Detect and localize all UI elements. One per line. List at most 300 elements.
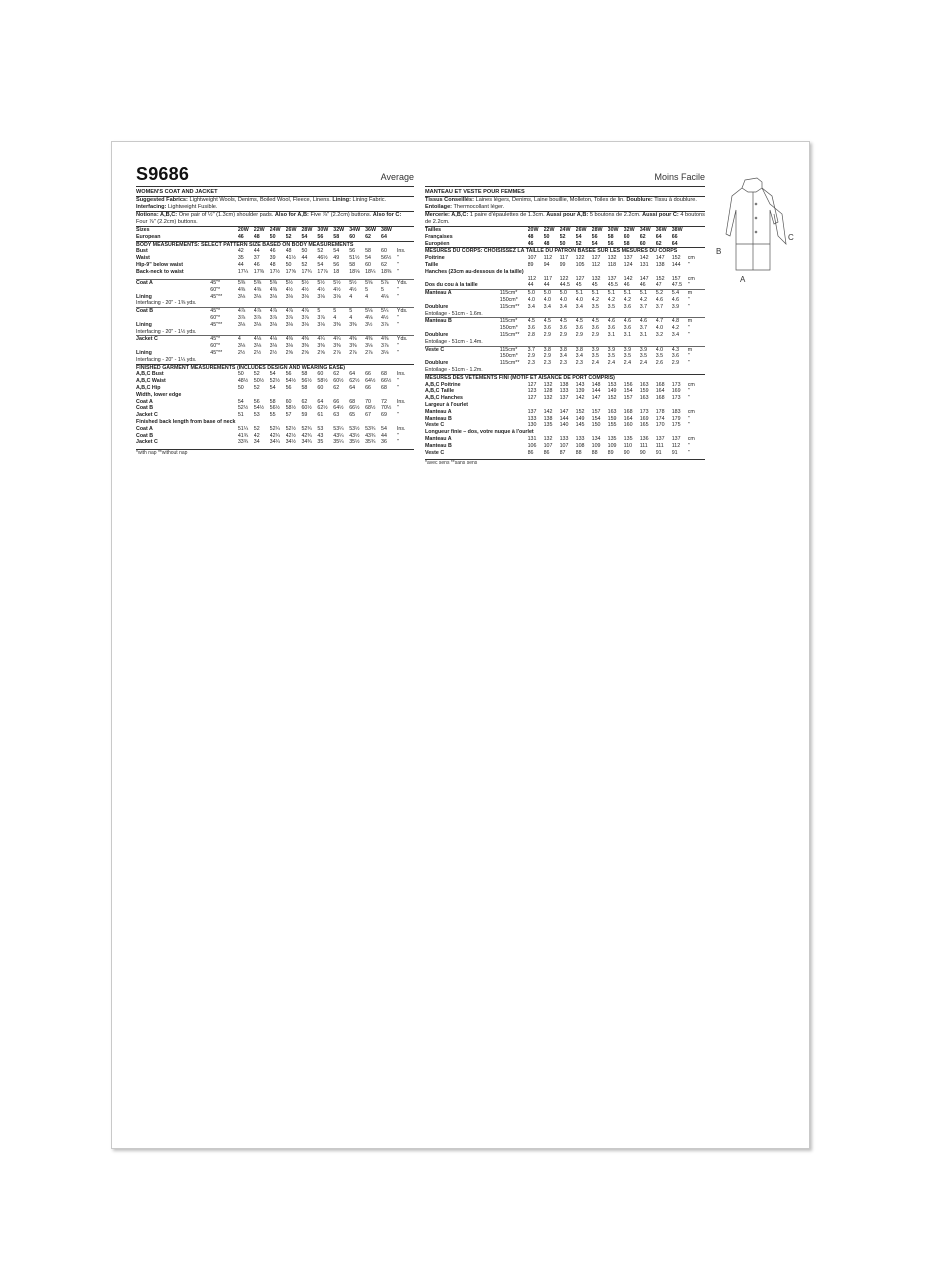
size-value: 50½ xyxy=(253,378,265,385)
table-row xyxy=(425,395,705,402)
table-row xyxy=(425,318,705,325)
size-value: 135 xyxy=(543,422,553,429)
table-row xyxy=(425,443,705,450)
table-row xyxy=(136,419,414,426)
size-value: 61 xyxy=(317,412,324,419)
unit-label: " xyxy=(396,439,399,446)
size-value: 3⅞ xyxy=(381,321,389,328)
size-value: 137 xyxy=(607,275,617,282)
size-value: 133 xyxy=(575,435,585,442)
unit-label: " xyxy=(396,405,399,412)
fabric-width xyxy=(210,248,238,255)
size-value: 3.4 xyxy=(559,303,567,310)
size-value: 3⅛ xyxy=(237,321,246,328)
size-value: 4.0 xyxy=(559,296,567,303)
row-label: Coat B xyxy=(136,308,210,315)
size-value: 48 xyxy=(269,261,276,268)
size-value: 132 xyxy=(543,381,553,388)
size-value: 157 xyxy=(623,395,633,402)
notions-c-label-fr: Aussi pour C: xyxy=(642,212,679,218)
size-value: 64 xyxy=(381,233,387,240)
size-value: 142 xyxy=(543,408,553,415)
notions-label-fr: Mercerie: A,B,C: xyxy=(425,212,469,218)
lining-label: Lining: xyxy=(332,197,351,203)
row-label: Sizes xyxy=(136,227,210,234)
fabric-width: 150cm* xyxy=(499,353,518,360)
size-value: 68 xyxy=(381,385,387,392)
size-value: 3⅞ xyxy=(269,315,278,322)
size-value: 48 xyxy=(543,240,550,247)
row-label: Coat A xyxy=(136,398,153,405)
unit-label xyxy=(688,234,705,241)
size-value: 138 xyxy=(559,381,569,388)
size-value: 157 xyxy=(591,408,601,415)
size-value: 133 xyxy=(527,415,537,422)
row-label: Coat B xyxy=(136,405,154,412)
row-label: Manteau B xyxy=(425,442,452,449)
size-value: 2⅝ xyxy=(285,350,293,357)
size-value: 60 xyxy=(317,371,324,378)
fabric-width xyxy=(500,282,528,289)
size-value: 62 xyxy=(639,233,646,240)
unit-label: " xyxy=(687,282,690,289)
fabric-width xyxy=(210,378,238,385)
table-row xyxy=(136,439,414,446)
size-value: 2.9 xyxy=(671,360,680,367)
size-value: 3.4 xyxy=(559,353,567,360)
size-value: 5.0 xyxy=(544,290,560,297)
size-value: 3⅛ xyxy=(253,343,262,350)
size-value: 35¼ xyxy=(333,439,344,446)
size-value: 131 xyxy=(527,435,537,442)
size-value: 3⅛ xyxy=(333,293,341,300)
lining-label-fr: Doublure: xyxy=(626,197,653,203)
size-value: 132 xyxy=(543,435,553,442)
table-row xyxy=(425,234,705,241)
size-value: 48 xyxy=(285,248,292,255)
size-value: 3.9 xyxy=(624,346,640,353)
size-value: 4.8 xyxy=(672,318,688,325)
size-value: 112 xyxy=(527,275,537,282)
size-value: 18⅜ xyxy=(381,268,392,275)
size-value: 64 xyxy=(349,385,356,392)
row-label xyxy=(136,287,210,294)
fabric-width xyxy=(210,385,238,392)
table-row xyxy=(425,290,705,297)
size-value: 36W xyxy=(365,227,381,234)
size-value: 66½ xyxy=(349,405,360,412)
size-value: 2.3 xyxy=(575,360,583,367)
size-value: 46 xyxy=(253,261,260,268)
size-value: 156 xyxy=(623,381,633,388)
row-label: A,B,C Waist xyxy=(136,378,166,385)
size-value: 3⅜ xyxy=(349,321,357,328)
row-label: A,B,C Bust xyxy=(136,371,164,378)
size-value: 45.5 xyxy=(607,282,618,289)
fabrics-paragraph xyxy=(136,196,414,211)
row-label: Manteau A xyxy=(425,290,500,297)
notions-ab-label-fr: Aussi pour A,B: xyxy=(546,212,589,218)
fabric-width xyxy=(210,426,238,433)
fabric-width: 45"* xyxy=(210,280,238,287)
fabric-width xyxy=(210,412,238,419)
fabric-width: 45"** xyxy=(210,321,223,328)
size-value: 3.9 xyxy=(592,346,608,353)
size-value: 137 xyxy=(655,435,665,442)
size-value: 52½ xyxy=(269,378,280,385)
size-value: 34 xyxy=(253,439,260,446)
unit-label xyxy=(397,227,414,234)
table-row xyxy=(425,227,705,234)
size-value: 50 xyxy=(559,240,566,247)
size-value: 63 xyxy=(333,412,340,419)
fabric-width xyxy=(500,227,528,234)
size-value: 48½ xyxy=(237,378,249,385)
fabric-width xyxy=(500,276,528,283)
size-value: 32W xyxy=(624,227,640,234)
size-value: 4½ xyxy=(381,315,389,322)
size-value: 49 xyxy=(333,255,340,262)
size-value: 56 xyxy=(253,398,260,405)
table-row xyxy=(136,433,414,440)
size-value: 62 xyxy=(333,371,340,378)
size-value: 3.4 xyxy=(671,331,680,338)
table-row xyxy=(136,280,414,287)
size-value: 34¾ xyxy=(301,439,312,446)
row-label: Lining xyxy=(136,293,152,300)
size-value: 4.6 xyxy=(655,296,664,303)
garment-line-drawing xyxy=(712,174,802,284)
size-value: 52 xyxy=(253,371,260,378)
size-value: 5¼ xyxy=(381,308,397,315)
notions-ab-text-fr: 5 boutons de 2.2cm. xyxy=(589,212,641,218)
size-value: 58 xyxy=(365,248,371,255)
size-value: 32W xyxy=(333,227,349,234)
fabric-width: 60"* xyxy=(210,343,221,350)
size-value: 3⅞ xyxy=(381,343,389,350)
table-row xyxy=(425,325,705,332)
size-value: 2.3 xyxy=(543,360,551,367)
size-value: 86 xyxy=(527,449,534,456)
table-row xyxy=(425,422,705,429)
size-value: 3.2 xyxy=(655,331,664,338)
unit-label: Yds. xyxy=(397,308,414,315)
interfacing-label: Interfacing: xyxy=(136,204,167,210)
size-value: 4⅜ xyxy=(381,336,397,343)
unit-label: Ins. xyxy=(396,371,406,378)
fabric-width xyxy=(500,255,528,262)
row-label: Lining xyxy=(136,321,152,328)
size-value: 54 xyxy=(333,248,340,255)
size-value: 20W xyxy=(528,227,544,234)
size-value: 62 xyxy=(301,398,308,405)
size-value: 5⅜ xyxy=(270,280,286,287)
unit-label: cm xyxy=(687,381,695,388)
size-value: 45 xyxy=(591,282,598,289)
size-value: 138 xyxy=(543,415,553,422)
row-label xyxy=(136,343,210,350)
size-value: 2.9 xyxy=(591,331,600,338)
unit-label: m xyxy=(688,318,705,325)
size-value: 44.5 xyxy=(559,282,570,289)
size-value: 51½ xyxy=(349,255,360,262)
table-row xyxy=(136,234,414,241)
size-value: 43 xyxy=(317,432,324,439)
size-value: 3.5 xyxy=(591,303,600,310)
size-value: 3⅞ xyxy=(301,315,309,322)
size-value: 5½ xyxy=(301,280,317,287)
size-value: 148 xyxy=(591,381,601,388)
notions-c-text: Four ⅞" (2.2cm) buttons. xyxy=(136,219,198,225)
unit-label xyxy=(397,234,414,241)
row-label: Veste C xyxy=(425,346,500,353)
size-value: 3.6 xyxy=(671,353,680,360)
size-value: 3.7 xyxy=(639,325,648,332)
size-value: 36W xyxy=(656,227,672,234)
row-label: Back-neck to waist xyxy=(136,268,184,275)
size-value: 5.2 xyxy=(656,290,672,297)
size-value: 17¾ xyxy=(301,268,312,275)
fabric-width xyxy=(210,439,238,446)
size-value: 3.1 xyxy=(623,331,632,338)
size-value: 2½ xyxy=(253,350,262,357)
row-note: Interfacing - 20" - 1¼ yds. xyxy=(136,356,197,363)
size-value: 58 xyxy=(333,233,340,240)
fabric-width: 115cm* xyxy=(500,290,528,297)
size-value: 56 xyxy=(349,248,356,255)
size-value: 46 xyxy=(623,282,630,289)
row-note: Finished back length from base of neck xyxy=(136,419,236,426)
size-value: 122 xyxy=(559,275,569,282)
row-label: Veste C xyxy=(425,449,445,456)
size-value: 5½ xyxy=(317,280,333,287)
size-value: 3⅛ xyxy=(301,293,309,300)
size-value: 4⅛ xyxy=(365,315,373,322)
size-value: 4.7 xyxy=(656,318,672,325)
size-value: 4.0 xyxy=(575,296,583,303)
size-value: 54 xyxy=(269,371,276,378)
table-row xyxy=(136,399,414,406)
size-value: 58 xyxy=(269,398,276,405)
size-value: 43½ xyxy=(349,432,360,439)
size-value: 3⅜ xyxy=(349,343,357,350)
difficulty-level-fr: Moins Facile xyxy=(654,172,705,182)
size-value: 118 xyxy=(607,261,617,268)
size-value: 2.9 xyxy=(575,331,583,338)
fabric-width xyxy=(500,416,528,423)
row-label: Manteau A xyxy=(425,408,452,415)
size-value: 3½ xyxy=(365,321,373,328)
size-value: 105 xyxy=(575,261,585,268)
size-value: 5½ xyxy=(349,280,365,287)
size-value: 168 xyxy=(655,395,665,402)
row-label: Doublure xyxy=(425,360,449,367)
size-value: 54 xyxy=(317,261,324,268)
table-row xyxy=(425,429,705,436)
row-label: Manteau B xyxy=(425,415,452,422)
notions-c-label: Also for C: xyxy=(372,212,402,218)
notions-text-fr: 1 paire d'épaulettes de 1.3cm. xyxy=(469,212,545,218)
fabric-width xyxy=(210,371,238,378)
size-value: 3.9 xyxy=(640,346,656,353)
fabric-width xyxy=(500,443,528,450)
size-value: 36 xyxy=(381,439,387,446)
size-value: 135 xyxy=(607,435,617,442)
size-value: 17⅝ xyxy=(285,268,296,275)
size-value: 4.2 xyxy=(591,296,600,303)
size-value: 140 xyxy=(559,422,569,429)
size-value: 2.4 xyxy=(591,360,600,367)
size-value: 5⅝ xyxy=(365,280,381,287)
fabric-width xyxy=(500,422,528,429)
table-row xyxy=(425,436,705,443)
size-value: 4⅞ xyxy=(270,308,286,315)
size-value: 3.4 xyxy=(575,303,583,310)
size-value: 34¼ xyxy=(269,439,280,446)
interfacing-label-fr: Entoilage: xyxy=(425,204,453,210)
size-value: 3⅞ xyxy=(253,315,262,322)
row-label: Doublure xyxy=(425,331,449,338)
size-value: 117 xyxy=(543,275,553,282)
size-value: 38W xyxy=(672,227,688,234)
size-value: 60 xyxy=(381,248,387,255)
french-measurement-table xyxy=(425,226,705,456)
size-value: 17⅞ xyxy=(317,268,328,275)
row-label: Tailles xyxy=(425,227,500,234)
table-row xyxy=(425,297,705,304)
table-row xyxy=(136,412,414,419)
unit-label: " xyxy=(396,412,399,419)
fabric-width xyxy=(210,227,238,234)
row-label: Doublure xyxy=(425,303,449,310)
size-value: 3.5 xyxy=(655,353,664,360)
size-value: 2⅝ xyxy=(301,350,309,357)
table-row xyxy=(136,322,414,329)
size-value: 107 xyxy=(543,442,553,449)
view-label-b: B xyxy=(716,247,722,256)
size-value: 46 xyxy=(639,282,646,289)
size-value: 4.6 xyxy=(624,318,640,325)
size-value: 5½ xyxy=(333,280,349,287)
fabric-width: 45"** xyxy=(210,350,223,357)
table-row xyxy=(425,269,705,276)
size-value: 3.4 xyxy=(543,303,551,310)
row-label: Manteau B xyxy=(425,318,500,325)
row-label: Taille xyxy=(425,261,439,268)
row-label: Jacket C xyxy=(136,412,158,419)
size-value: 152 xyxy=(575,408,585,415)
size-value: 2.3 xyxy=(527,360,535,367)
size-value: 3⅛ xyxy=(237,343,246,350)
size-value: 56 xyxy=(285,371,292,378)
size-value: 62 xyxy=(381,261,387,268)
size-value: 170 xyxy=(655,422,665,429)
size-value: 52 xyxy=(559,233,566,240)
size-value: 2.9 xyxy=(543,353,551,360)
size-value: 24W xyxy=(270,227,286,234)
size-value: 122 xyxy=(575,255,585,262)
size-value: 56 xyxy=(317,233,324,240)
size-value: 117 xyxy=(559,255,569,262)
size-value: 5.1 xyxy=(592,290,608,297)
unit-label: cm xyxy=(687,275,695,282)
fabric-width xyxy=(500,262,528,269)
size-value: 56½ xyxy=(381,255,392,262)
size-value: 137 xyxy=(623,255,633,262)
size-value: 56 xyxy=(607,240,614,247)
size-value: 111 xyxy=(639,442,648,449)
size-value: 3.6 xyxy=(623,303,632,310)
size-value: 149 xyxy=(575,415,585,422)
size-value: 64½ xyxy=(333,405,344,412)
unit-label: " xyxy=(396,268,399,275)
size-value: 94 xyxy=(543,261,550,268)
unit-label: " xyxy=(687,296,690,303)
size-value: 5⅜ xyxy=(254,280,270,287)
size-value: 4¼ xyxy=(333,336,349,343)
size-value: 58½ xyxy=(285,405,296,412)
size-value: 18¼ xyxy=(365,268,376,275)
size-value: 44 xyxy=(543,282,550,289)
size-value: 90 xyxy=(639,449,646,456)
size-value: 54 xyxy=(237,398,244,405)
row-label xyxy=(425,297,500,304)
size-value: 123 xyxy=(527,388,537,395)
size-value: 51¼ xyxy=(237,425,249,432)
size-value: 133 xyxy=(559,435,569,442)
lining-text: Lining Fabric. xyxy=(352,197,387,203)
size-value: 3.7 xyxy=(655,303,664,310)
size-value: 56 xyxy=(333,261,340,268)
size-value: 17⅜ xyxy=(253,268,265,275)
size-value: 5.0 xyxy=(560,290,576,297)
size-value: 2.8 xyxy=(527,331,535,338)
table-row xyxy=(136,405,414,412)
size-value: 3⅛ xyxy=(317,321,325,328)
size-value: 4.5 xyxy=(576,318,592,325)
table-row xyxy=(136,392,414,399)
interfacing-text-fr: Thermocollant léger. xyxy=(453,204,505,210)
size-value: 62½ xyxy=(317,405,328,412)
size-value: 3.5 xyxy=(607,353,616,360)
size-value: 145 xyxy=(575,422,585,429)
size-value: 4⅞ xyxy=(254,308,270,315)
size-value: 4⅜ xyxy=(349,336,365,343)
size-value: 108 xyxy=(575,442,585,449)
size-value: 88 xyxy=(575,449,582,456)
fabric-width xyxy=(210,433,238,440)
size-value: 128 xyxy=(543,388,553,395)
size-value: 147 xyxy=(639,275,649,282)
size-value: 4.0 xyxy=(527,296,535,303)
size-value: 155 xyxy=(607,422,617,429)
size-value: 2.9 xyxy=(543,331,551,338)
size-value: 52 xyxy=(575,240,582,247)
size-value: 18 xyxy=(333,268,340,275)
size-value: 3.5 xyxy=(623,353,632,360)
size-value: 5⅜ xyxy=(238,280,254,287)
size-value: 4⅜ xyxy=(301,336,317,343)
size-value: 3.6 xyxy=(559,325,567,332)
size-value: 30W xyxy=(608,227,624,234)
size-value: 3.8 xyxy=(560,346,576,353)
table-row xyxy=(425,388,705,395)
size-value: 91 xyxy=(671,449,678,456)
coat-outline xyxy=(726,178,786,270)
size-value: 150 xyxy=(591,422,601,429)
size-value: 4.5 xyxy=(592,318,608,325)
table-row xyxy=(425,304,705,311)
